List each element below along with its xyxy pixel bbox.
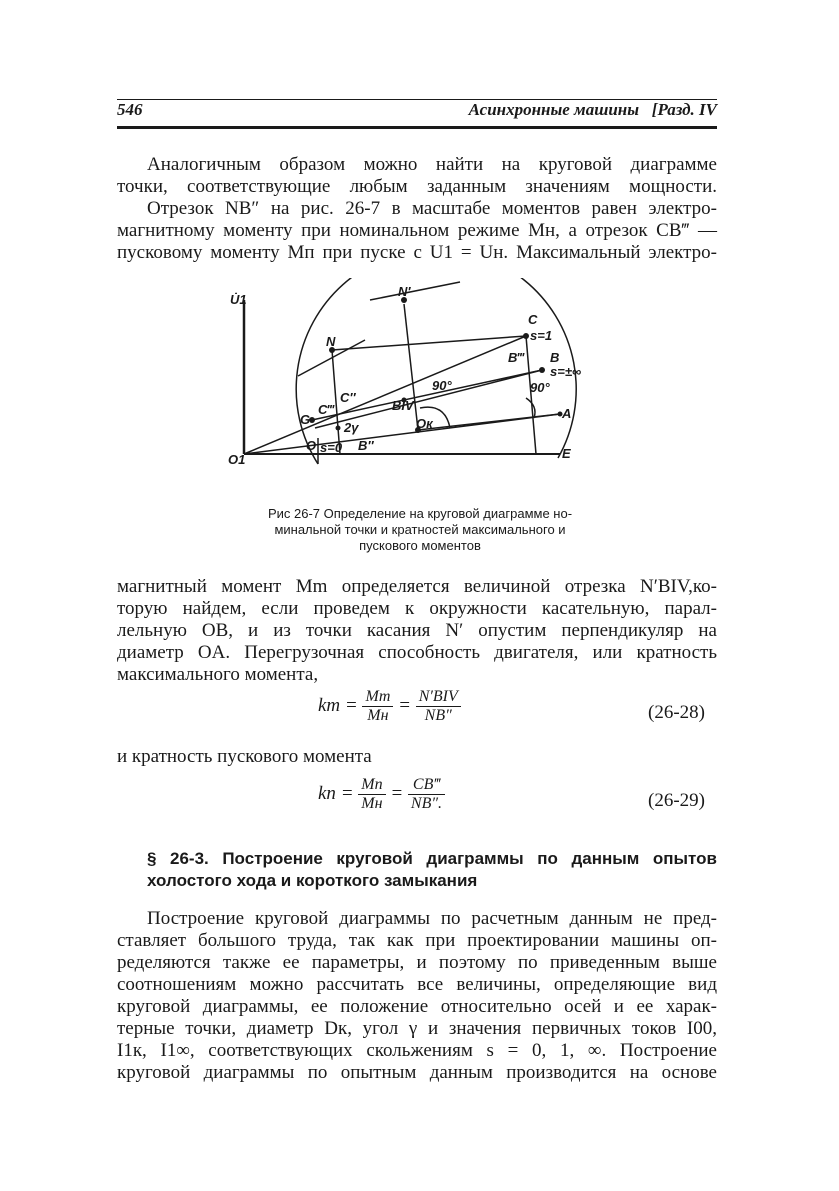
caption-line: пускового моментов xyxy=(359,538,481,553)
perpendicular-c xyxy=(526,336,536,454)
equation-number: (26-29) xyxy=(648,790,705,811)
label-s0: s=0 xyxy=(320,440,343,455)
caption-line: Рис 26-7 Определение на круговой диаграмме но- xyxy=(267,506,573,521)
text-line: соотношениям можно рассчитать все величины, определяющие вид xyxy=(117,974,717,995)
eq-lhs: kп xyxy=(318,782,336,804)
label-c3: C‴ xyxy=(318,402,334,417)
section-heading-line: холостого хода и короткого замыкания xyxy=(147,871,478,890)
label-angle1: 90° xyxy=(432,378,452,393)
label-s-inf: s=±∞ xyxy=(550,364,582,379)
label-ok: Oк xyxy=(416,416,433,431)
paragraph-3 xyxy=(117,908,717,1084)
section-heading xyxy=(147,848,717,892)
label-u1: U̇1 xyxy=(230,292,247,307)
text-line: диаметр OA. Перегрузочная способность двигателя, или кратность xyxy=(117,642,717,663)
section-heading-line: § 26-3. Построение круговой диаграммы по данным опытов xyxy=(147,849,717,868)
label-g: G xyxy=(300,412,311,427)
text-line: магнитный момент Mm определяется величиной отрезка N′BIV,ко- xyxy=(117,576,717,597)
paragraph-2 xyxy=(117,576,717,686)
label-o: O xyxy=(306,438,317,453)
fraction: $\frac{Mп}{Mн}$ xyxy=(358,776,385,813)
label-c: C xyxy=(528,312,538,327)
label-angle2: 90° xyxy=(530,380,550,395)
circle-diagram-figure xyxy=(220,278,620,500)
equation-26-29: kп = $\frac{Mп}{Mн}$ = $\frac{CB‴}{NB''.}$ xyxy=(318,776,445,813)
text-line: лельную OB, и из точки касания N′ опустим перпендикуляр на xyxy=(117,620,717,641)
label-c2: C″ xyxy=(340,390,356,405)
caption-line: минальной точки и кратностей максимального и xyxy=(274,522,566,537)
text-line: Отрезок NB″ на рис. 26-7 в масштабе моментов равен электро- xyxy=(147,198,717,219)
text-line: I1к, I1∞, соответствующих скольжениям s = 0, 1, ∞. Построение xyxy=(117,1040,717,1061)
text-line: Аналогичным образом можно найти на круговой диаграмме xyxy=(147,154,717,175)
header-rule xyxy=(117,126,717,129)
text-line: торую найдем, если проведем к окружности касательную, парал- xyxy=(117,598,717,619)
text-line: точки, соответствующие любым заданным значениям мощности. xyxy=(117,176,717,197)
equation-26-28: km = $\frac{Mm}{Mн}$ = $\frac{\text{N′BIV}}{NB''}$ xyxy=(318,688,461,725)
eq-lhs: km xyxy=(318,694,341,716)
label-biv: BIV xyxy=(392,398,414,413)
line-ok-a xyxy=(418,414,560,430)
label-o1: O1 xyxy=(228,452,246,467)
equation-number: (26-28) xyxy=(648,702,705,723)
fraction: $\frac{\text{N′BIV}}{NB''}$ xyxy=(416,688,461,725)
text-line: круговой диаграммы по опытным данным производится на основе xyxy=(117,1062,717,1083)
text-line: Построение круговой диаграммы по расчетным данным не пред- xyxy=(147,908,717,929)
tangent-n-prime xyxy=(370,282,460,300)
text-line: магнитному моменту при номинальном режиме Mн, а отрезок CB‴ — xyxy=(117,220,717,241)
fraction: $\frac{Mm}{Mн}$ xyxy=(362,688,393,725)
text-line: максимального момента, xyxy=(117,664,319,685)
page-number: 546 xyxy=(117,100,143,119)
text-line: ределяются также ее параметры, и поэтому по приведенным выше xyxy=(117,952,717,973)
label-e: E xyxy=(562,446,571,461)
text-line: пусковому моменту Mп при пуске с U1 = Uн. Максимальный электро- xyxy=(117,242,717,263)
label-n-prime: N′ xyxy=(398,284,411,299)
label-b3: B‴ xyxy=(508,350,524,365)
label-angle-small: 2γ xyxy=(344,420,359,435)
label-b2: B″ xyxy=(358,438,374,453)
text-line: и кратность пускового момента xyxy=(117,746,372,767)
text-line: круговой диаграммы, ее положение относительно осей и ее харак- xyxy=(117,996,717,1017)
text-line: терные точки, диаметр Dк, угол γ и значения первичных токов I00, xyxy=(117,1018,717,1039)
paragraph-1 xyxy=(117,154,717,264)
label-n: N xyxy=(326,334,336,349)
angle-arc-90b xyxy=(526,398,535,418)
running-title: Асинхронные машины [Разд. IV xyxy=(468,100,717,119)
fraction: $\frac{CB‴}{NB''.}$ xyxy=(408,776,445,813)
label-a: A xyxy=(562,406,572,421)
page-header xyxy=(117,100,717,124)
figure-caption xyxy=(220,506,620,554)
label-s1: s=1 xyxy=(530,328,553,343)
label-b: B xyxy=(550,350,560,365)
text-line: ставляет большого труда, так как при проектировании машины оп- xyxy=(117,930,717,951)
paragraph-mid xyxy=(117,746,717,768)
